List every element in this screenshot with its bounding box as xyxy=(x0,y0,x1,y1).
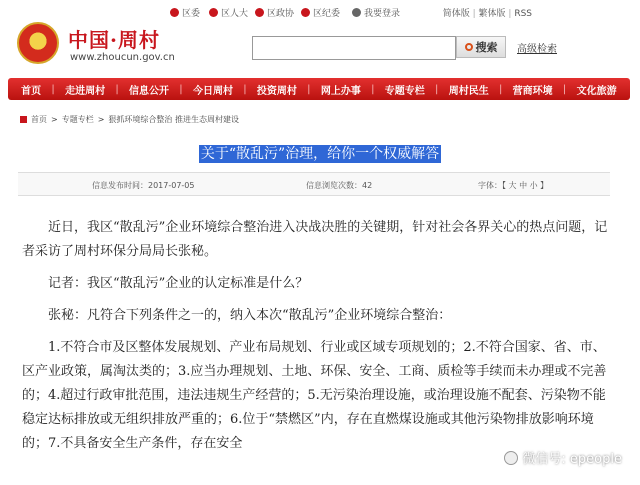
publish-time: 信息发布时间：2017-07-05 xyxy=(92,181,195,190)
topbar-link-district-committee[interactable] xyxy=(170,6,200,19)
divider: | xyxy=(472,9,476,19)
nav-item-online-service[interactable]: 网上办事 xyxy=(320,85,361,97)
discipline-emblem-icon xyxy=(301,8,310,17)
cppcc-emblem-icon xyxy=(255,8,264,17)
topbar-label: 区纪委 xyxy=(313,9,341,19)
topbar-label: 区委 xyxy=(182,9,201,19)
top-utility-bar xyxy=(0,0,640,22)
home-icon xyxy=(20,116,27,123)
topbar-link-peoples-congress[interactable] xyxy=(209,6,248,19)
national-emblem-logo[interactable] xyxy=(17,22,59,64)
site-title[interactable]: 中国·周村 xyxy=(68,28,160,52)
divider: | xyxy=(179,83,183,95)
nav-item-special[interactable]: 专题专栏 xyxy=(384,85,425,97)
paragraph: 1.不符合市及区整体发展规划、产业布局规划、行业或区域专项规划的；2.不符合国家、省、市、区产业政策，属淘汰类的；3.应当办理规划、土地、环保、安全、工商、质检等手续而未办理或不完善的；4.超过行政审批范围，违法违规生产经营的；5.无污染治理设施，或治理设施不配套、污染物不能稳定达标排放或无组织排放严重的；6.位于“禁燃区”内，存在直燃煤设施或其他污染物排放影响环境的；7.不具备安全生产条件，存在安全 xyxy=(22,340,607,451)
nav-item-today[interactable]: 今日周村 xyxy=(192,85,233,97)
article-title-wrap xyxy=(0,143,640,163)
font-size-control[interactable]: 字体：【 大 中 小 】 xyxy=(478,181,549,190)
paragraph: 记者：我区“散乱污”企业的认定标准是什么？ xyxy=(48,276,309,291)
topbar-label: 区人大 xyxy=(221,9,249,19)
divider: | xyxy=(51,83,55,95)
nav-item-invest[interactable]: 投资周村 xyxy=(256,85,297,97)
divider: | xyxy=(307,83,311,95)
language-switch xyxy=(443,6,532,19)
user-icon xyxy=(352,8,361,17)
advanced-search-link[interactable]: 高级检索 xyxy=(517,44,557,55)
main-nav xyxy=(8,78,630,100)
article-title: 关于“散乱污”治理，给你一个权威解答 xyxy=(200,146,440,162)
divider: | xyxy=(508,9,512,19)
topbar-link-discipline[interactable] xyxy=(301,6,340,19)
article-body xyxy=(22,216,612,464)
topbar-link-login[interactable] xyxy=(352,6,400,19)
topbar-label: 区政协 xyxy=(267,9,295,19)
breadcrumb-special[interactable]: 专题专栏 xyxy=(61,115,94,124)
lang-simplified[interactable]: 简体版 xyxy=(442,9,470,19)
search-icon xyxy=(465,43,473,51)
national-emblem-icon xyxy=(209,8,218,17)
breadcrumb-separator: > xyxy=(51,115,58,124)
wechat-watermark xyxy=(504,448,622,467)
nav-item-livelihood[interactable]: 周村民生 xyxy=(448,85,489,97)
rss-link[interactable]: RSS xyxy=(514,9,532,19)
article-meta xyxy=(18,172,610,196)
search-input[interactable] xyxy=(252,36,456,60)
paragraph: 近日，我区“散乱污”企业环境综合整治进入决战决胜的关键期，针对社会各界关心的热点问题，记者采访了周村环保分局局长张秘。 xyxy=(22,220,608,259)
nav-item-business[interactable]: 营商环境 xyxy=(512,85,553,97)
nav-item-home[interactable]: 首页 xyxy=(21,85,42,97)
nav-item-open-info[interactable]: 信息公开 xyxy=(129,85,170,97)
topbar-link-cppcc[interactable] xyxy=(255,6,294,19)
breadcrumb xyxy=(20,114,239,125)
watermark-text: 微信号: epeople xyxy=(522,452,622,467)
divider: | xyxy=(115,83,119,95)
divider: | xyxy=(371,83,375,95)
party-emblem-icon xyxy=(170,8,179,17)
breadcrumb-topic[interactable]: 狠抓环境综合整治 推进生态周村建设 xyxy=(108,115,239,124)
lang-traditional[interactable]: 繁体版 xyxy=(478,9,506,19)
breadcrumb-separator: > xyxy=(97,115,105,124)
nav-item-about[interactable]: 走进周村 xyxy=(65,85,106,97)
divider: | xyxy=(562,83,567,95)
topbar-label: 我要登录 xyxy=(364,9,401,19)
breadcrumb-home[interactable]: 首页 xyxy=(31,115,47,124)
search-button[interactable] xyxy=(456,36,506,58)
divider: | xyxy=(498,83,503,95)
search-button-label: 搜索 xyxy=(475,41,498,54)
site-url: www.zhoucun.gov.cn xyxy=(70,52,175,63)
paragraph: 张秘：凡符合下列条件之一的，纳入本次“散乱污”企业环境综合整治： xyxy=(48,308,452,323)
divider: | xyxy=(435,83,439,95)
view-count: 信息浏览次数：42 xyxy=(306,181,373,190)
wechat-icon xyxy=(504,451,518,465)
nav-item-culture[interactable]: 文化旅游 xyxy=(576,85,617,97)
divider: | xyxy=(243,83,247,95)
